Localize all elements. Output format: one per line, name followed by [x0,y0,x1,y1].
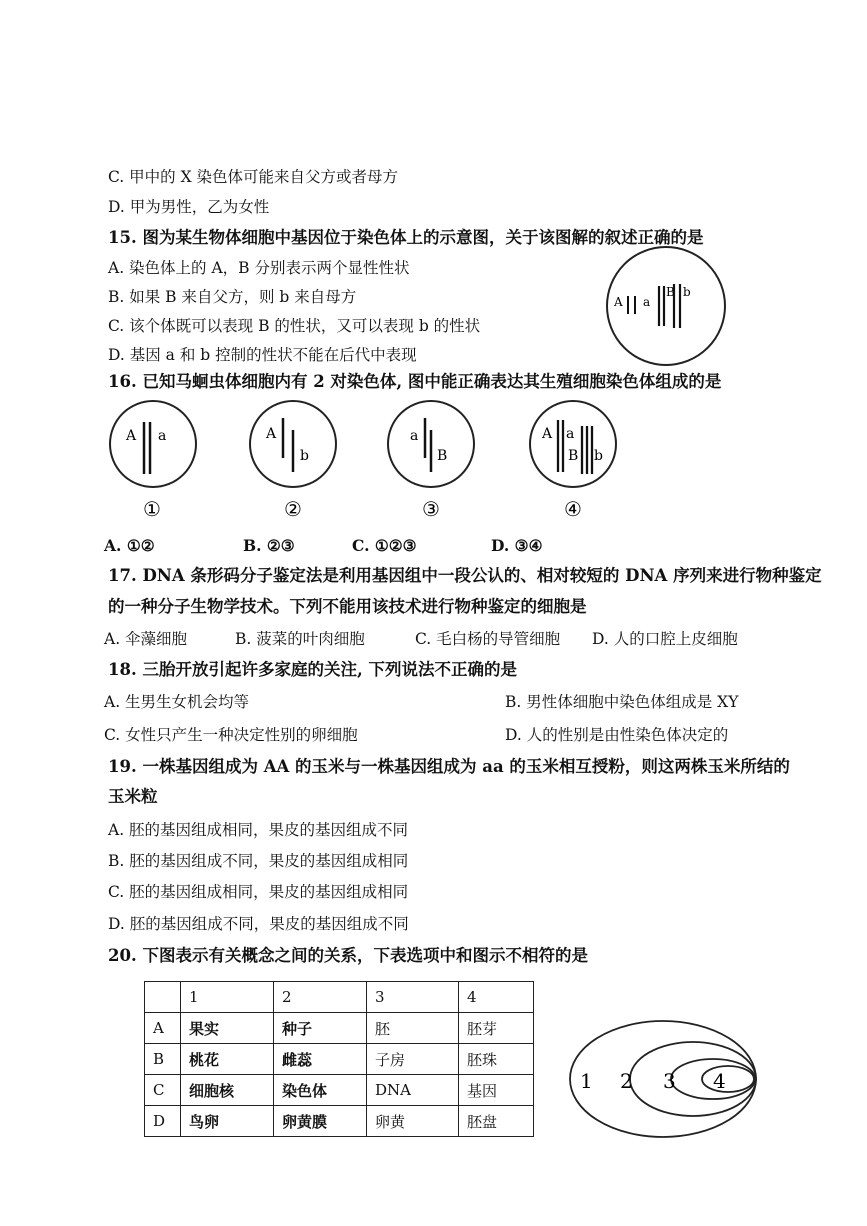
q20-diagram-label-2: 2 [620,1069,633,1093]
q20-diagram-label-1: 1 [580,1069,593,1093]
q18-stem: 18. 三胎开放引起许多家庭的关注, 下列说法不正确的是 [108,660,517,679]
q16-f2-label: ② [284,497,302,521]
table-cell: 卵黄 [367,1106,459,1137]
q14-option-c: C. 甲中的 X 染色体可能来自父方或者母方 [108,168,399,186]
table-header-cell [145,982,181,1013]
table-cell: 卵黄膜 [274,1106,367,1137]
table-cell: 子房 [367,1044,459,1075]
q16-option-d: D. ③④ [491,536,543,555]
q19-stem-line-2: 玉米粒 [108,787,158,806]
q15-option-c: C. 该个体既可以表现 B 的性状，又可以表现 b 的性状 [108,317,481,335]
q16-f1-gene-2: a [158,428,167,444]
q18-option-d: D. 人的性别是由性染色体决定的 [505,726,729,744]
q17-option-d: D. 人的口腔上皮细胞 [592,630,738,648]
q15-cell-diagram [604,244,728,368]
table-cell: 鸟卵 [181,1106,274,1137]
q15-gene-b: b [683,285,691,299]
q16-option-a: A. ①② [104,536,155,555]
q19-option-b: B. 胚的基因组成不同，果皮的基因组成相同 [108,852,409,870]
q16-f1-gene-1: A [126,428,137,444]
q16-f3-gene-2: B [437,448,448,464]
q18-option-c: C. 女性只产生一种决定性别的卵细胞 [104,726,358,744]
q16-f4-label: ④ [564,497,582,521]
q16-f2-gene-1: A [266,426,277,442]
q20-diagram-label-3: 3 [663,1069,676,1093]
table-cell: C [145,1075,181,1106]
q16-f3-label: ③ [422,497,440,521]
table-header-cell: 2 [274,982,367,1013]
table-cell: B [145,1044,181,1075]
q20-nested-ellipse-diagram [568,1018,768,1140]
table-cell: DNA [367,1075,459,1106]
q19-stem-line-1: 19. 一株基因组成为 AA 的玉米与一株基因组成为 aa 的玉米相互授粉，则这两株玉米所结的 [108,757,790,776]
q14-option-d: D. 甲为男性，乙为女性 [108,198,270,216]
table-cell: 雌蕊 [274,1044,367,1075]
table-header-cell: 4 [459,982,534,1013]
q16-f4-gene-3: B [568,448,579,464]
q17-stem-line-2: 的一种分子生物学技术。下列不能用该技术进行物种鉴定的细胞是 [108,597,587,616]
table-cell: 基因 [459,1075,534,1106]
q16-stem: 16. 已知马蛔虫体细胞内有 2 对染色体, 图中能正确表达其生殖细胞染色体组成的是 [108,372,722,391]
table-cell: 胚芽 [459,1013,534,1044]
table-cell: D [145,1106,181,1137]
table-cell: 桃花 [181,1044,274,1075]
q16-f1-label: ① [143,497,161,521]
q15-option-a: A. 染色体上的 A，B 分别表示两个显性性状 [108,259,410,277]
q20-table [144,981,534,1137]
q16-f4-gene-1: A [542,426,553,442]
q16-f3-gene-1: a [410,428,419,444]
table-cell: 胚珠 [459,1044,534,1075]
q16-figure-4 [530,401,616,521]
table-cell: 染色体 [274,1075,367,1106]
q16-figures [100,400,640,530]
q16-figure-2 [250,401,336,521]
table-row [145,1075,534,1106]
q15-stem: 15. 图为某生物体细胞中基因位于染色体上的示意图，关于该图解的叙述正确的是 [108,228,704,247]
q16-f4-gene-4: b [594,448,603,464]
table-cell: 果实 [181,1013,274,1044]
q15-gene-A: A [614,295,623,309]
table-cell: 胚 [367,1013,459,1044]
q19-option-c: C. 胚的基因组成相同，果皮的基因组成相同 [108,883,409,901]
q18-option-b: B. 男性体细胞中染色体组成是 XY [505,693,739,711]
q16-figure-1 [110,401,196,521]
q17-option-a: A. 伞藻细胞 [104,630,188,648]
table-header-cell: 1 [181,982,274,1013]
q16-figure-3 [388,401,474,521]
q15-option-d: D. 基因 a 和 b 控制的性状不能在后代中表现 [108,346,417,364]
table-header-row [145,982,534,1013]
table-cell: 胚盘 [459,1106,534,1137]
q16-option-c: C. ①②③ [352,536,417,555]
q17-option-b: B. 菠菜的叶肉细胞 [235,630,365,648]
q20-stem: 20. 下图表示有关概念之间的关系，下表选项中和图示不相符的是 [108,946,588,965]
table-cell: 细胞核 [181,1075,274,1106]
q20-diagram-label-4: 4 [713,1069,726,1093]
q16-option-b: B. ②③ [243,536,295,555]
table-cell: 种子 [274,1013,367,1044]
q17-stem-line-1: 17. DNA 条形码分子鉴定法是利用基因组中一段公认的、相对较短的 DNA 序列来进行物种鉴定 [108,566,822,585]
q16-f4-gene-2: a [566,426,575,442]
table-row [145,1044,534,1075]
table-header-cell: 3 [367,982,459,1013]
table-cell: A [145,1013,181,1044]
q18-option-a: A. 生男生女机会均等 [104,693,250,711]
table-row [145,1013,534,1044]
q16-f2-gene-2: b [300,448,309,464]
table-row [145,1106,534,1137]
q19-option-d: D. 胚的基因组成不同，果皮的基因组成不同 [108,915,409,933]
q15-option-b: B. 如果 B 来自父方，则 b 来自母方 [108,288,357,306]
q19-option-a: A. 胚的基因组成相同，果皮的基因组成不同 [108,821,409,839]
q15-gene-a: a [643,295,651,309]
q15-gene-B: B [666,285,675,299]
q17-option-c: C. 毛白杨的导管细胞 [415,630,561,648]
